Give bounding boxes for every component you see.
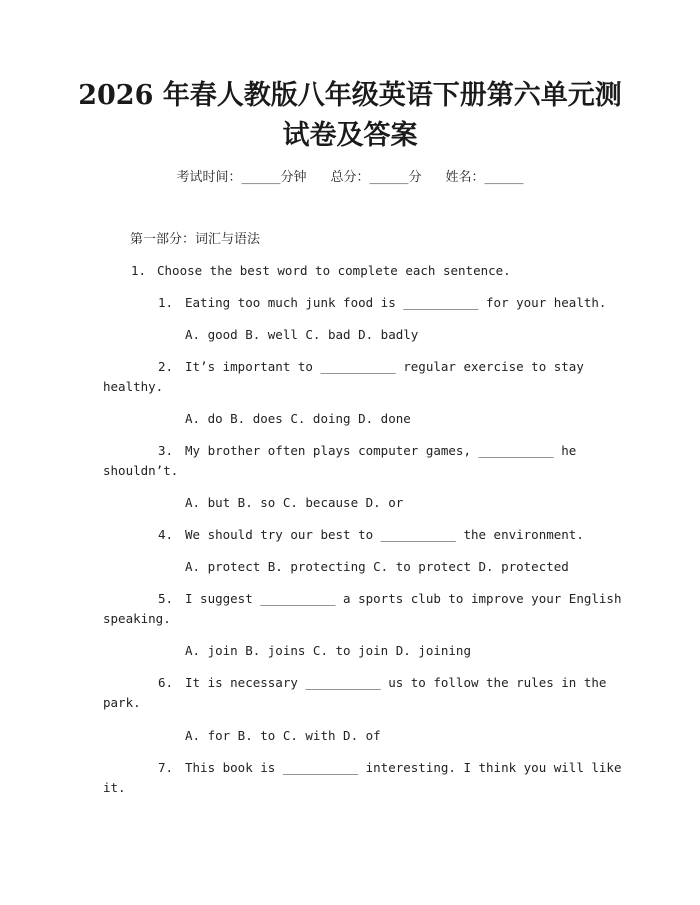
- section-heading: 第一部分：词汇与语法: [130, 232, 261, 247]
- question-options: A. for B. to C. with D. of: [185, 728, 381, 743]
- question-number: 4.: [158, 527, 174, 542]
- question-text: It is necessary __________ us to follow the rules in the: [185, 675, 607, 690]
- total-score-field: 总分：______分: [330, 170, 422, 185]
- question-number: 7.: [158, 760, 174, 775]
- title-line-1: 2026 年春人教版八年级英语下册第六单元测: [78, 80, 622, 111]
- question-number: 2.: [158, 359, 174, 374]
- page-title: [70, 76, 630, 156]
- title-line-2: 试卷及答案: [282, 120, 418, 151]
- question-text-continued: shouldn’t.: [103, 463, 179, 478]
- question-text-continued: healthy.: [103, 379, 164, 394]
- question-text: We should try our best to __________ the environment.: [185, 527, 584, 542]
- question-options: A. but B. so C. because D. or: [185, 495, 404, 510]
- question-number: 3.: [158, 443, 174, 458]
- instruction-text: Choose the best word to complete each sentence.: [157, 263, 511, 278]
- question-text: This book is __________ interesting. I think you will like: [185, 760, 622, 775]
- question-number: 5.: [158, 591, 174, 606]
- question-text: It’s important to __________ regular exercise to stay: [185, 359, 584, 374]
- question-number: 6.: [158, 675, 174, 690]
- student-name-field: 姓名：______: [445, 170, 524, 185]
- exam-info-row: [0, 168, 700, 188]
- question-text-continued: speaking.: [103, 611, 171, 626]
- question-text-continued: park.: [103, 695, 141, 710]
- question-text: I suggest __________ a sports club to improve your English: [185, 591, 622, 606]
- question-text-continued: it.: [103, 780, 126, 795]
- question-text: Eating too much junk food is __________ for your health.: [185, 295, 607, 310]
- question-options: A. do B. does C. doing D. done: [185, 411, 411, 426]
- exam-time-field: 考试时间：______分钟: [176, 170, 307, 185]
- instruction-number: 1.: [131, 263, 147, 278]
- question-options: A. join B. joins C. to join D. joining: [185, 643, 471, 658]
- question-options: A. good B. well C. bad D. badly: [185, 327, 419, 342]
- question-text: My brother often plays computer games, __________ he: [185, 443, 577, 458]
- question-options: A. protect B. protecting C. to protect D. protected: [185, 559, 569, 574]
- question-number: 1.: [158, 295, 174, 310]
